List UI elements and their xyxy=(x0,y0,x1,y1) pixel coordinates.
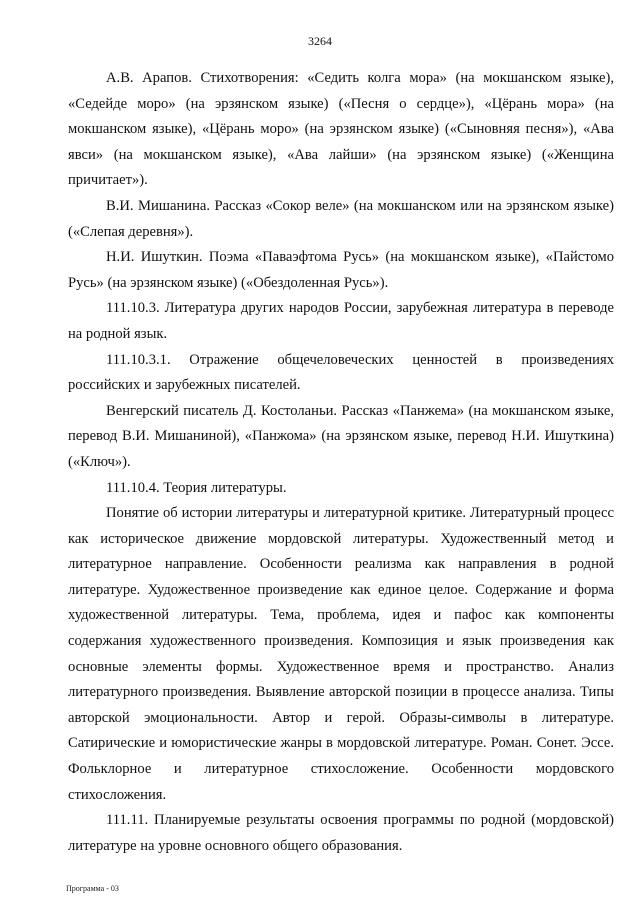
paragraph-literary-theory: Понятие об истории литературы и литературной критике. Литературный процесс как историческое движение мордовской литературы. Художественный метод и литературное направление. Особенности реализма как направления в родной литературе. Художественное произведение как единое целое. Содержание и форма художественной литературы. Тема, проблема, идея и пафос как компоненты содержания художественного произведения. Композиция и язык произведения как основные элементы формы. Художественное время и пространство. Анализ литературного произведения. Выявление авторской позиции в процессе анализа. Типы авторской эмоциональности. Автор и герой. Образы-символы в литературе. Сатирические и юмористические жанры в мордовской литературе. Роман. Сонет. Эссе. Фольклорное и литературное стихосложение. Особенности мордовского стихосложения. xyxy=(68,505,614,803)
page-number: 3264 xyxy=(308,34,332,48)
section-heading-111-10-4: 111.10.4. Теория литературы. xyxy=(106,479,287,496)
page-body xyxy=(68,66,614,859)
paragraph-ishutkin: Н.И. Ишуткин. Поэма «Паваэфтома Русь» (на мокшанском языке), «Пайстомо Русь» (на эрзянском языке) («Обездоленная Русь»). xyxy=(68,249,614,291)
footer-label: Программа - 03 xyxy=(66,884,119,893)
paragraph-mishanina: В.И. Мишанина. Рассказ «Сокор веле» (на мокшанском или на эрзянском языке) («Слепая деревня»). xyxy=(68,197,614,240)
paragraph-kostolanyi: Венгерский писатель Д. Костоланьи. Рассказ «Панжема» (на мокшанском языке, перевод В.И. Мишаниной), «Панжома» (на эрзянском языке, перевод Н.И. Ишуткина) («Ключ»). xyxy=(68,402,614,470)
section-heading-111-10-3-1: 111.10.3.1. Отражение общечеловеческих ценностей в произведениях российских и зарубежных писателей. xyxy=(68,351,614,394)
section-heading-111-10-3: 111.10.3. Литература других народов России, зарубежная литература в переводе на родной язык. xyxy=(68,300,614,342)
paragraph-arapov: А.В. Арапов. Стихотворения: «Седить колга мора» (на мокшанском языке), «Седейде моро» (на эрзянском языке) («Песня о сердце»), «Цёрань мора» (на мокшанском языке), «Цёрань моро» (на эрзянском языке) («Сыновняя песня»), «Ава явси» (на мокшанском языке), «Ава лайши» (на эрзянском языке) («Женщина причитает»). xyxy=(68,70,614,189)
section-heading-111-11: 111.11. Планируемые результаты освоения программы по родной (мордовской) литературе на уровне основного общего образования. xyxy=(68,812,614,854)
